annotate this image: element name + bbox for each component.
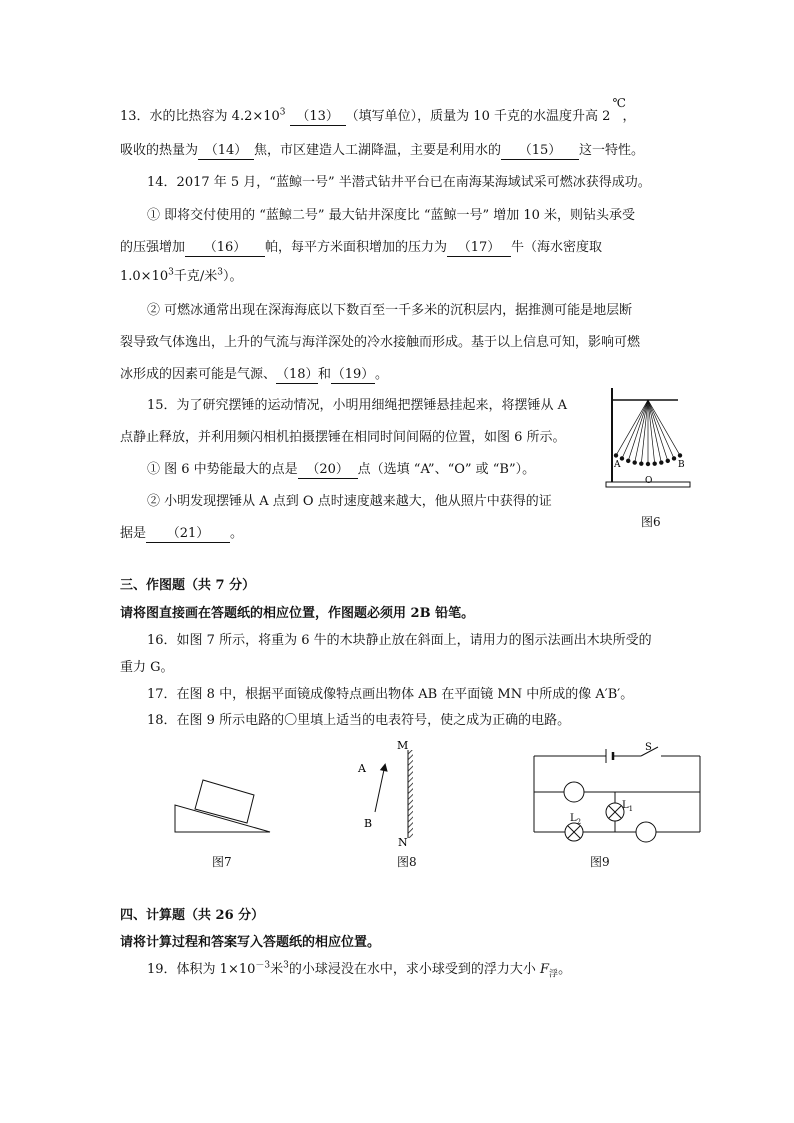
q15-l5b: 。 [230, 526, 244, 541]
q16-line2: 重力 G。 [120, 660, 174, 675]
answer-blank-20: （20） [298, 462, 358, 479]
fig6-label-o: O [645, 476, 653, 486]
q13-exponent: 3 [279, 107, 286, 118]
section4-title: 四、计算题（共 26 分） [120, 908, 265, 923]
fig6-bob [632, 460, 636, 464]
q14-p1d: 牛（海水密度取 [511, 240, 603, 255]
answer-blank-15: （15） [501, 143, 579, 160]
answer-blank-17: （17） [447, 240, 511, 257]
q19-d: 。 [558, 962, 572, 977]
q18: 18．在图 9 所示电路的〇里填上适当的电表符号，使之成为正确的电路。 [147, 713, 571, 728]
fig8-object-ab [375, 769, 384, 812]
q14-p1f-exp: 3 [217, 267, 223, 278]
q14-p2-line3 [120, 365, 388, 385]
q19 [147, 960, 571, 980]
q16-line1: 16．如图 7 所示，将重为 6 牛的木块静止放在斜面上，请用力的图示法画出木块所受的 [147, 633, 652, 648]
fig6-string [648, 400, 674, 458]
q19-f-sub: 浮 [549, 969, 559, 980]
q14-p2e: 。 [375, 367, 389, 382]
q14-p1-line1: ① 即将交付使用的 “蓝鲸二号” 最大钻井深度比 “蓝鲸一号” 增加 10 米，则钻头承受 [147, 208, 636, 223]
fig9-caption: 图9 [590, 855, 610, 869]
q14-intro: 14．2017 年 5 月，“蓝鲸一号” 半潜式钻井平台已在南海某海域试采可燃冰获得成功。 [147, 175, 651, 190]
q19-exp2: 3 [283, 960, 289, 971]
fig6-bob [626, 459, 630, 463]
q14-p1e-exp: 3 [168, 267, 174, 278]
q13-text-b: （填写单位），质量为 10 千克的水温度升高 2 [345, 109, 611, 124]
answer-blank-14: （14） [198, 143, 254, 160]
fig6-bob [672, 456, 676, 460]
q14-p2c: 冰形成的因素可能是气源、 [120, 367, 277, 382]
fig8-label-n: N [398, 836, 408, 849]
q14-p1c: 帕，每平方米面积增加的压力为 [265, 240, 448, 255]
fig6-label-b: B [678, 460, 685, 470]
fig9-label-l1: $L_1$ [622, 800, 634, 813]
q15-line1: 15．为了研究摆锤的运动情况，小明用细绳把摆锤悬挂起来，将摆锤从 A [147, 398, 568, 413]
q13-line1 [120, 96, 636, 127]
fig6-string [635, 400, 648, 463]
fig8-label-b: B [364, 817, 373, 830]
answer-blank-16: （16） [185, 240, 265, 257]
q14-p1g: ）。 [222, 269, 243, 284]
fig6-bob [614, 453, 618, 457]
q14-p1-line3 [120, 267, 242, 287]
fig8-mirror-hatch [408, 750, 413, 838]
q19-f-symbol: F [540, 962, 550, 977]
answer-blank-18: （18） [276, 367, 319, 382]
q19-a: 19．体积为 1×10 [147, 962, 256, 977]
q13-text-c: ， [622, 109, 636, 124]
fig8-label-a: A [358, 762, 366, 775]
figure-8-mirror [350, 738, 420, 848]
q15-line5 [120, 524, 243, 544]
q14-p2-line2: 裂导致气体逸出，上升的气流与海洋深处的冷水接触而形成。基于以上信息可知，影响可燃 [120, 335, 641, 350]
fig8-arrow-head [380, 762, 389, 771]
fig6-pendulum-strings [614, 400, 682, 466]
answer-blank-21: （21） [146, 526, 230, 543]
q13-text-e: 焦，市区建造人工湖降温，主要是利用水的 [254, 143, 502, 158]
q15-l3a: ① 图 6 中势能最大的点是 [147, 462, 298, 477]
q14-p1e: 1.0×10 [120, 269, 169, 284]
fig6-bob [639, 461, 643, 465]
q15-l5a: 据是 [120, 526, 147, 541]
fig6-bob [659, 460, 663, 464]
fig8-label-m: M [397, 739, 409, 752]
q19-b: 米 [270, 962, 284, 977]
q13-degree-unit: ℃ [612, 96, 626, 110]
fig7-block [195, 780, 254, 823]
q17: 17．在图 8 中，根据平面镜成像特点画出物体 AB 在平面镜 MN 中所成的像 A′B′。 [147, 687, 634, 702]
figure-9-circuit [528, 740, 708, 840]
section3-title: 三、作图题（共 7 分） [120, 578, 256, 593]
figure-7-incline [175, 778, 275, 838]
fig8-caption: 图8 [397, 855, 417, 869]
fig9-meter-circle-1 [564, 782, 584, 802]
q19-exp: －3 [255, 960, 271, 971]
fig6-caption: 图6 [641, 515, 661, 529]
q14-p2d: 和 [318, 367, 332, 382]
q19-c: 的小球浸没在水中，求小球受到的浮力大小 [288, 962, 541, 977]
fig9-label-l2: $L_2$ [570, 813, 582, 826]
q14-p1b: 的压强增加 [120, 240, 186, 255]
q14-p1f: 千克/米 [173, 269, 218, 284]
fig6-bob [652, 461, 656, 465]
fig6-bob [646, 462, 650, 466]
fig6-label-a: A [614, 460, 621, 470]
q13-text-f: 这一特性。 [579, 143, 645, 158]
q14-p2-line1: ② 可燃冰通常出现在深海海底以下数百至一千多米的沉积层内，据推测可能是地层断 [147, 303, 633, 318]
q13-text-d: 吸收的热量为 [120, 143, 199, 158]
fig9-meter-circle-2 [636, 822, 656, 842]
q14-p1-line2 [120, 238, 602, 258]
fig6-bob [678, 453, 682, 457]
fig6-string [622, 400, 648, 458]
fig9-label-s: S [645, 742, 652, 753]
section4-instruction: 请将计算过程和答案写入答题纸的相应位置。 [120, 935, 381, 950]
fig6-string [648, 400, 661, 463]
answer-blank-13: （13） [290, 109, 346, 126]
q15-line2: 点静止释放，并利用频闪相机拍摄摆锤在相同时间间隔的位置，如图 6 所示。 [120, 430, 566, 445]
section3-instruction: 请将图直接画在答题纸的相应位置，作图题必须用 2B 铅笔。 [120, 606, 475, 621]
figure-6-pendulum [598, 378, 698, 508]
q13-line2 [120, 141, 644, 161]
answer-blank-19: （19） [331, 367, 375, 382]
q15-line3 [147, 460, 535, 480]
q15-line4: ② 小明发现摆锤从 A 点到 O 点时速度越来越大，他从照片中获得的证 [147, 494, 552, 509]
q15-l3b: 点（选填 “A”、“O” 或 “B”）。 [357, 462, 536, 477]
fig6-bob [666, 459, 670, 463]
q13-text-a: 13．水的比热容为 4.2×10 [120, 109, 280, 124]
fig7-caption: 图7 [212, 855, 232, 869]
